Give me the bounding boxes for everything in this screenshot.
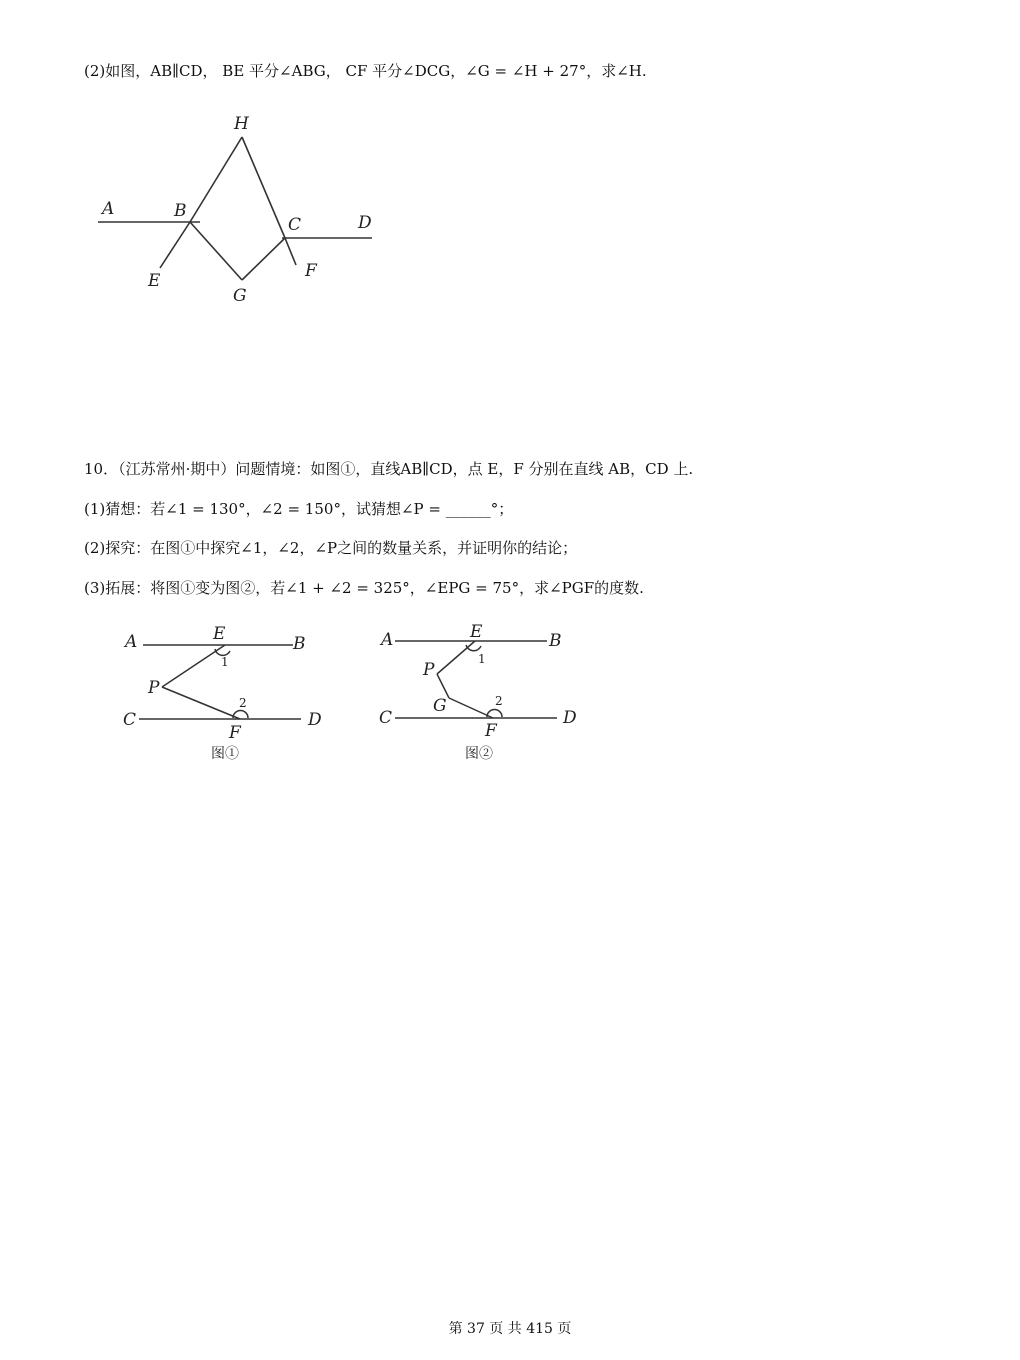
q10-part2: (2)探究：在图①中探究∠1，∠2，∠P之间的数量关系，并证明你的结论； <box>84 539 578 557</box>
label-d: D <box>308 710 322 730</box>
label-p: P <box>423 660 435 680</box>
label-a: A <box>102 199 115 219</box>
label-b: B <box>549 631 562 651</box>
q10-part3: (3)拓展：将图①变为图②，若∠1 + ∠2 = 325°，∠EPG = 75°，求∠PGF的度数. <box>84 579 644 597</box>
page-footer: 第 37 页 共 415 页 <box>448 1321 572 1337</box>
q10-intro: 10．（江苏常州·期中）问题情境：如图①，直线AB∥CD，点 E，F 分别在直线 AB，CD 上. <box>84 460 694 478</box>
label-a: A <box>125 632 138 652</box>
label-b: B <box>293 634 306 654</box>
label-g: G <box>433 696 447 716</box>
label-b: B <box>174 201 187 221</box>
figure-q9-diagram <box>90 105 390 305</box>
label-angle-1: 1 <box>478 652 486 666</box>
segment-be <box>160 222 190 268</box>
figure-1-caption: 图① <box>211 746 239 762</box>
label-c: C <box>379 708 393 728</box>
label-c: C <box>288 215 302 235</box>
label-d: D <box>358 213 372 233</box>
segment-bh <box>190 137 242 222</box>
segment-pf <box>162 687 240 719</box>
label-c: C <box>123 710 137 730</box>
label-f: F <box>229 723 241 743</box>
segment-hc <box>242 137 285 238</box>
q9-part2-text: (2)如图，AB∥CD， BE 平分∠ABG， CF 平分∠DCG，∠G = ∠H + 27°，求∠H. <box>84 62 647 80</box>
segment-ep <box>437 641 475 674</box>
segment-cf <box>285 238 296 265</box>
label-f: F <box>485 721 497 741</box>
label-a: A <box>381 630 394 650</box>
segment-bg <box>190 222 242 280</box>
angle-1-arc <box>466 645 481 651</box>
figure-2-caption: 图② <box>465 746 493 762</box>
segment-pg <box>437 674 449 698</box>
label-e: E <box>213 624 226 644</box>
label-angle-1: 1 <box>221 655 229 669</box>
label-angle-2: 2 <box>495 694 503 708</box>
figure-1-diagram <box>115 622 345 772</box>
label-d: D <box>563 708 577 728</box>
segment-gc <box>242 238 285 280</box>
label-p: P <box>148 678 160 698</box>
label-e: E <box>148 271 161 291</box>
q10-part1: (1)猜想：若∠1 = 130°，∠2 = 150°，试猜想∠P = ______°； <box>84 500 514 518</box>
label-angle-2: 2 <box>239 696 247 710</box>
figure-2-diagram <box>375 622 605 772</box>
label-e: E <box>470 622 483 642</box>
segment-gf <box>449 698 493 718</box>
label-g: G <box>233 286 247 306</box>
label-h: H <box>234 114 249 134</box>
label-f: F <box>305 261 317 281</box>
